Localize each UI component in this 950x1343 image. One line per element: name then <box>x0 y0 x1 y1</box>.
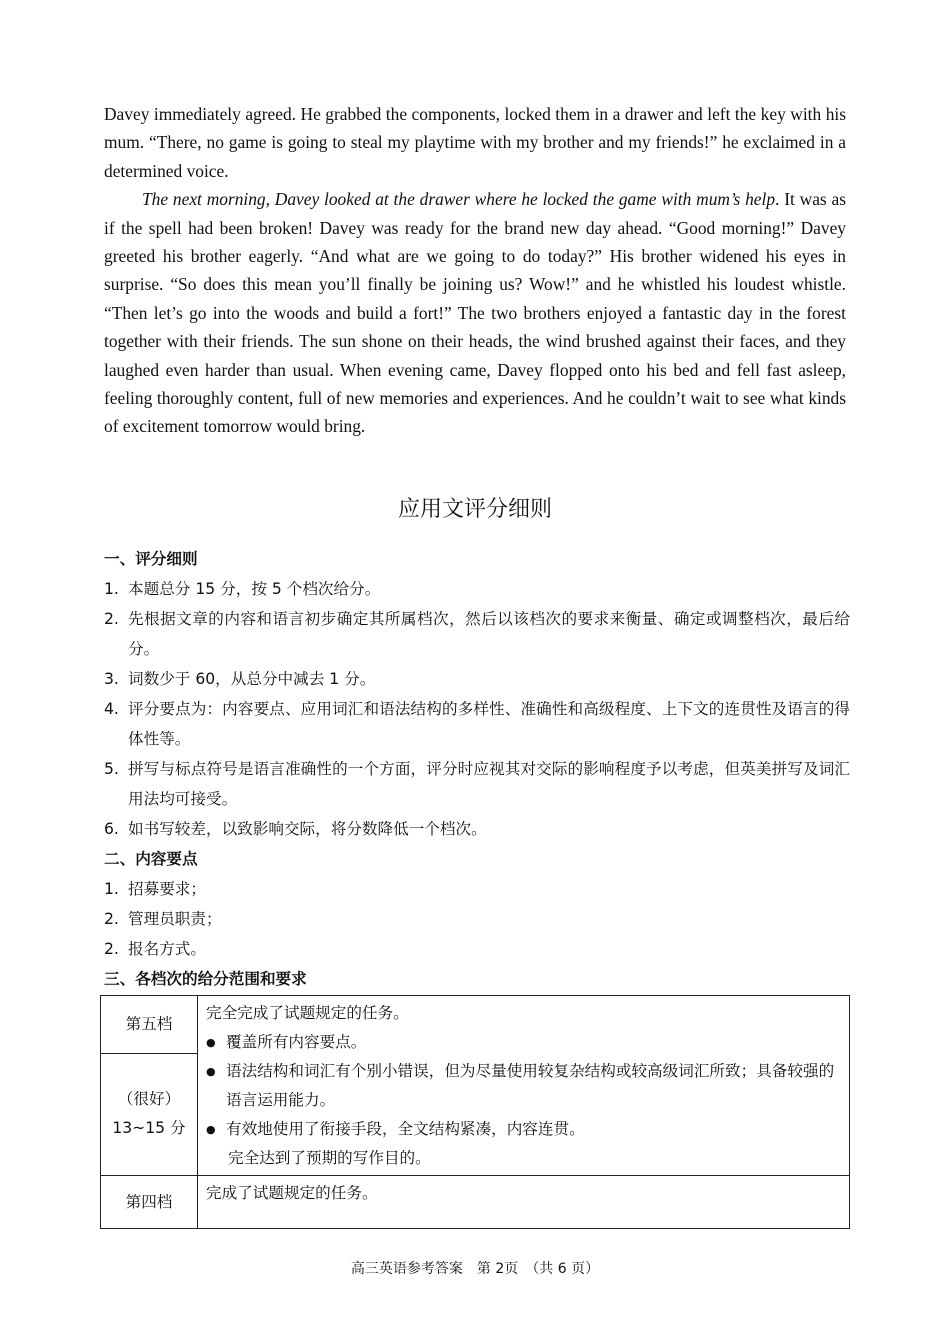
rubric-body <box>104 544 850 994</box>
story-text <box>104 100 846 441</box>
level5-name: 第五档 <box>101 996 198 1054</box>
story-paragraph-2-rest: . It was as if the spell had been broken! Davey was ready for the brand new day ahead. “Good morning!” Davey greeted his brother eagerly. “And what are we going to do today?” His brother widened his eyes in surprise. “So does this mean you’ll finally be joining us? Wow!” and he whistled his loudest whistle. “Then let’s go into the woods and build a fort!” The two brothers enjoyed a fantastic day in the forest together with their friends. The sun shone on their heads, the wind brushed against their faces, and they laughed even harder than usual. When evening came, Davey flopped onto his bed and fell fast asleep, feeling thoroughly content, full of new memories and experiences. And he couldn’t wait to see what kinds of excitement tomorrow would bring. <box>104 189 846 437</box>
level5-score: （很好） 13~15 分 <box>101 1053 198 1175</box>
story-italic-sentence: The next morning, Davey looked at the drawer where he locked the game with mum’s help <box>142 189 776 210</box>
section-heading-scoring-rules: 一、评分细则 <box>104 550 198 568</box>
section-heading-grade-levels: 三、各档次的给分范围和要求 <box>104 970 307 988</box>
level5-description: 完全完成了试题规定的任务。 ● 覆盖所有内容要点。 ● 语法结构和词汇有个别小错误，但为尽量使用较复杂结构或较高级词汇所致；具备较强的语言运用能力。 ● 有效地使用了衔接手段，全文结构紧凑，内容连贯。 完全达到了预期的写作目的。 <box>198 996 850 1176</box>
list-item: 1. 招募要求； <box>104 880 206 898</box>
list-item: 5. 拼写与标点符号是语言准确性的一个方面，评分时应视其对交际的影响程度予以考虑，但英美拼写及词汇用法均可接受。 <box>104 760 850 808</box>
story-paragraph-2 <box>104 185 846 441</box>
level4-name: 第四档 <box>101 1176 198 1229</box>
list-item: 1. 本题总分 15 分，按 5 个档次给分。 <box>104 580 381 598</box>
list-item: 4. 评分要点为：内容要点、应用词汇和语法结构的多样性、准确性和高级程度、上下文的连贯性及语言的得体性等。 <box>104 700 850 748</box>
story-paragraph-1: Davey immediately agreed. He grabbed the components, locked them in a drawer and left the key with his mum. “There, no game is going to steal my playtime with my brother and my friends!” he exclaimed in a determined voice. <box>104 104 846 181</box>
list-item: 2. 管理员职责； <box>104 910 222 928</box>
section-heading-content-points: 二、内容要点 <box>104 850 198 868</box>
list-item: 3. 词数少于 60，从总分中减去 1 分。 <box>104 670 376 688</box>
page-footer: 高三英语参考答案 第 2页 （共 6 页） <box>350 1261 600 1277</box>
rubric-title: 应用文评分细则 <box>397 497 552 522</box>
table-row <box>101 1176 850 1229</box>
table-row <box>101 996 850 1054</box>
list-item: 2. 先根据文章的内容和语言初步确定其所属档次，然后以该档次的要求来衡量、确定或调整档次，最后给分。 <box>104 610 850 658</box>
bullet-icon: ● <box>206 1123 216 1136</box>
list-item: 6. 如书写较差，以致影响交际，将分数降低一个档次。 <box>104 820 487 838</box>
bullet-icon: ● <box>206 1065 216 1078</box>
bullet-icon: ● <box>206 1036 216 1049</box>
level4-description: 完成了试题规定的任务。 <box>198 1176 850 1229</box>
list-item: 2. 报名方式。 <box>104 940 206 958</box>
grade-table <box>100 995 850 1229</box>
